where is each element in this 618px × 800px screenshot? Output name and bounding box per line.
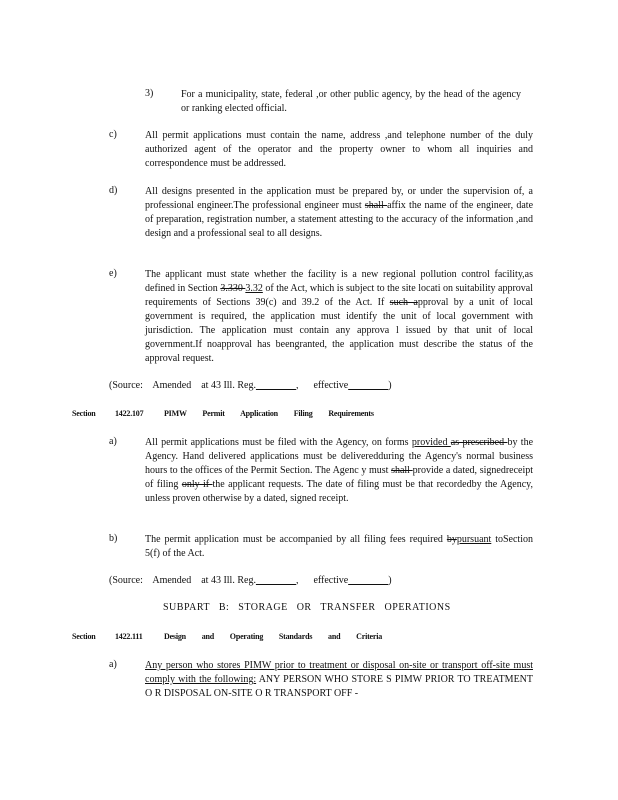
source-note-2: (Source: Amended at 43 Ill. Reg.________, effective________)	[109, 575, 392, 586]
section-1422-111-label: Section	[72, 632, 96, 641]
item-label-111-a: a)	[109, 659, 117, 670]
source-note-1: (Source: Amended at 43 Ill. Reg.________, effective________)	[109, 380, 392, 391]
section-1422-107-number: 1422.107	[115, 409, 144, 418]
item-text-d: All designs presented in the application must be prepared by, or under the supervision of, a professional engineer.The professional engineer must shall affix the name of the engineer, date of preparation, registration number, a statement attesting to the accuracy of the information ,and design and a professional seal to all designs.	[145, 186, 534, 239]
item-text-e: The applicant must state whether the facility is a new regional pollution control facility,as defined in Section 3.330 3.32 of the Act, which is subject to the site locati on suitability approval requirements of Sections 39(c) and 39.2 of the Act. If such approval by a unit of local government is required, the application must identify the unit of local government with jurisdiction. The application must contain any approva l issued by that unit of local government.If noapproval has beengranted, the application must describe the status of the approval request.	[145, 269, 534, 364]
section-1422-107-label: Section	[72, 409, 96, 418]
item-label-107-b: b)	[109, 533, 118, 544]
item-text-111-a: Any person who stores PIMW prior to treatment or disposal on-site or transport off-site must comply with the following: ANY PERSON WHO STORE S PIMW PRIOR TO TREATMENT O R DISPOSAL ON-SITE O R TRANSPORT OFF -	[145, 660, 534, 699]
item-text-107-b: The permit application must be accompanied by all filing fees required bypursuant toSection 5(f) of the Act.	[145, 534, 533, 559]
section-1422-107-title: PIMW Permit Application Filing Requirements	[164, 409, 374, 418]
subpart-heading: SUBPART B: STORAGE OR TRANSFER OPERATIONS	[163, 602, 451, 613]
section-1422-111-title: Design and Operating Standards and Criteria	[164, 632, 383, 641]
section-1422-111-number: 1422.111	[115, 632, 143, 641]
item-text-3: For a municipality, state, federal ,or other public agency, by the head of the agency or ranking elected official.	[181, 89, 521, 114]
item-label-c: c)	[109, 129, 117, 140]
item-label-e: e)	[109, 268, 117, 279]
item-text-c: All permit applications must contain the name, address ,and telephone number of the duly authorized agent of the operator and the property owner to whom all inquiries and correspondence must be addressed.	[145, 130, 533, 169]
item-label-107-a: a)	[109, 436, 117, 447]
item-label-d: d)	[109, 185, 118, 196]
item-label-3: 3)	[145, 88, 154, 99]
item-text-107-a: All permit applications must be filed with the Agency, on forms provided as prescribed by the Agency. Hand delivered applications must be deliveredduring the Agency's normal business hours to the offices of the Permit Section. The Agenc y must shall provide a dated, signedreceipt of filing only if the applicant requests. The date of filing must be that recordedby the Agency, unless proven otherwise by a dated, signed receipt.	[145, 437, 534, 504]
